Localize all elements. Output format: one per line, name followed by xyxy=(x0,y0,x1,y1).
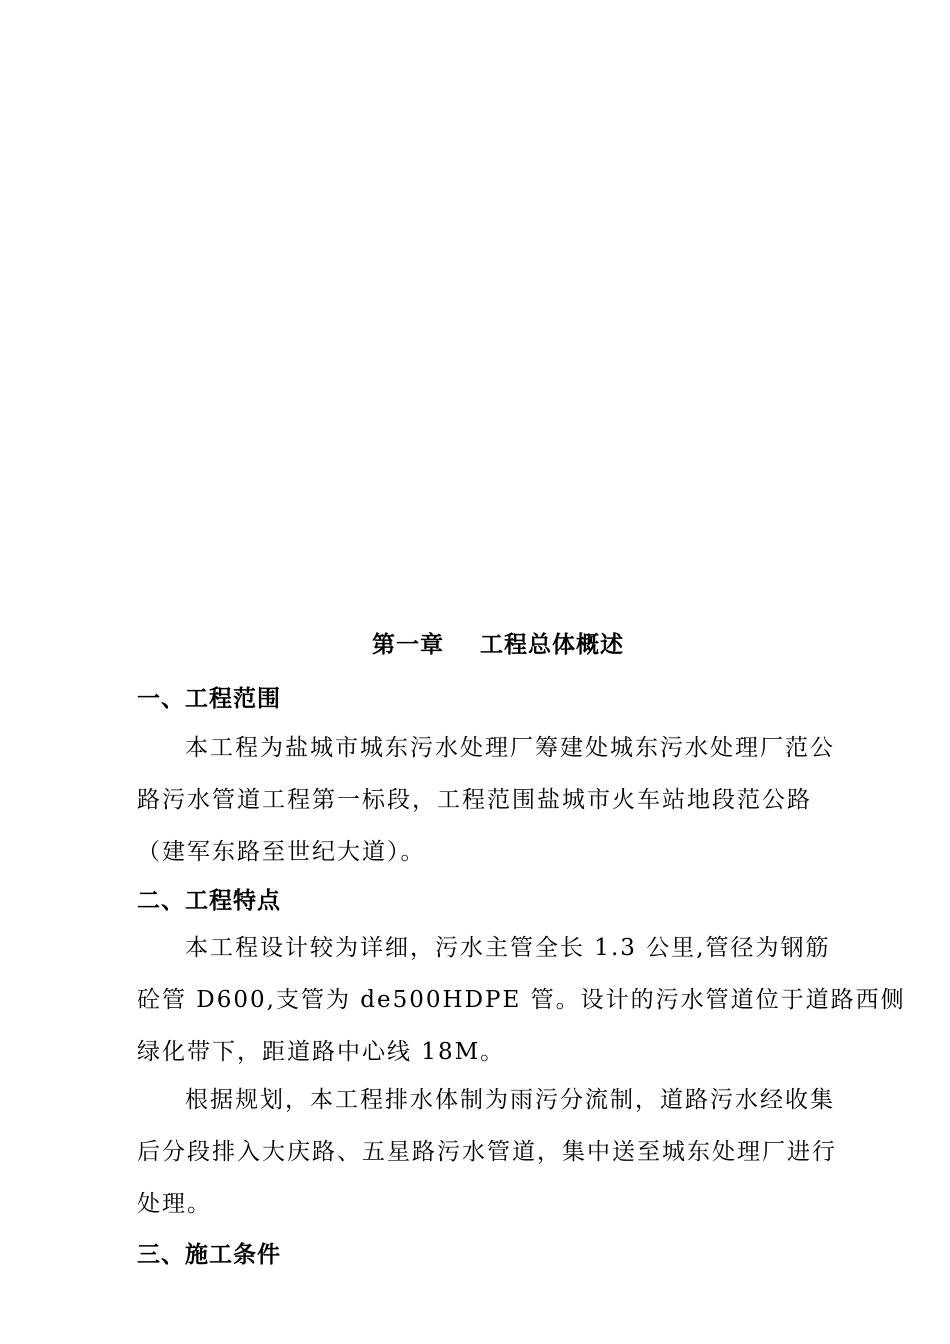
paragraph-line: 本工程设计较为详细，污水主管全长 1.3 公里,管径为钢筋 xyxy=(185,935,831,961)
section-heading-features: 二、工程特点 xyxy=(137,888,281,914)
paragraph-line: 绿化带下，距道路中心线 18M。 xyxy=(137,1039,506,1065)
paragraph-line: （建军东路至世纪大道）。 xyxy=(137,839,426,865)
section-heading-conditions: 三、施工条件 xyxy=(137,1242,281,1268)
paragraph-line: 本工程为盐城市城东污水处理厂筹建处城东污水处理厂范公 xyxy=(185,735,835,761)
paragraph-scope xyxy=(137,722,859,878)
paragraph-line: 路污水管道工程第一标段，工程范围盐城市火车站地段范公路 xyxy=(137,787,812,813)
paragraph-line: 处理。 xyxy=(137,1191,212,1217)
paragraph-line: 后分段排入大庆路、五星路污水管道，集中送至城东处理厂进行 xyxy=(137,1139,837,1165)
paragraph-features-1 xyxy=(137,922,906,1078)
section-heading-scope: 一、工程范围 xyxy=(137,686,281,712)
chapter-title: 第一章 工程总体概述 xyxy=(371,632,625,658)
paragraph-features-2 xyxy=(137,1074,859,1230)
paragraph-line: 砼管 D600,支管为 de500HDPE 管。设计的污水管道位于道路西侧 xyxy=(137,987,906,1013)
paragraph-line: 根据规划，本工程排水体制为雨污分流制，道路污水经收集 xyxy=(185,1087,835,1113)
